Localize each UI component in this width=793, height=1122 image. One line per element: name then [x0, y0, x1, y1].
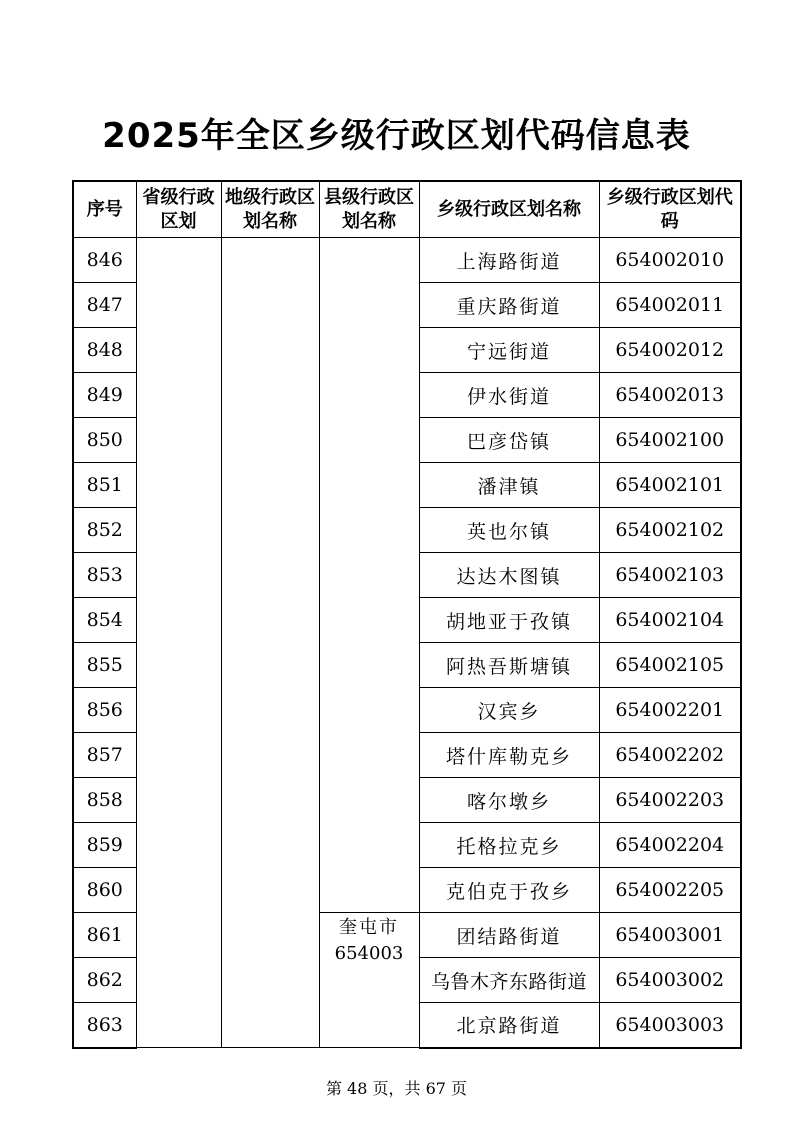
division-code-table — [72, 180, 742, 1049]
township-code-cell: 654002011 — [599, 283, 741, 328]
township-name-cell: 英也尔镇 — [419, 508, 599, 553]
province-cell — [136, 238, 221, 1048]
seq-cell: 847 — [73, 283, 136, 328]
township-name-cell: 塔什库勒克乡 — [419, 733, 599, 778]
header-prefecture: 地级行政区划名称 — [221, 181, 319, 238]
township-name-cell: 汉宾乡 — [419, 688, 599, 733]
township-name-cell: 宁远街道 — [419, 328, 599, 373]
seq-cell: 857 — [73, 733, 136, 778]
township-code-cell: 654002104 — [599, 598, 741, 643]
seq-cell: 859 — [73, 823, 136, 868]
seq-cell: 863 — [73, 1003, 136, 1048]
township-code-cell: 654002203 — [599, 778, 741, 823]
township-name-cell: 乌鲁木齐东路街道 — [419, 958, 599, 1003]
township-name-cell: 团结路街道 — [419, 913, 599, 958]
township-code-cell: 654003002 — [599, 958, 741, 1003]
township-code-cell: 654003003 — [599, 1003, 741, 1048]
seq-cell: 848 — [73, 328, 136, 373]
header-row — [73, 181, 741, 238]
township-code-cell: 654002103 — [599, 553, 741, 598]
seq-cell: 846 — [73, 238, 136, 283]
seq-cell: 862 — [73, 958, 136, 1003]
seq-cell: 856 — [73, 688, 136, 733]
township-name-cell: 达达木图镇 — [419, 553, 599, 598]
seq-cell: 860 — [73, 868, 136, 913]
seq-cell: 858 — [73, 778, 136, 823]
township-code-cell: 654002100 — [599, 418, 741, 463]
township-code-cell: 654002102 — [599, 508, 741, 553]
header-county: 县级行政区划名称 — [319, 181, 419, 238]
township-code-cell: 654002201 — [599, 688, 741, 733]
county-name: 奎屯市 — [339, 917, 399, 938]
township-name-cell: 上海路街道 — [419, 238, 599, 283]
township-code-cell: 654002101 — [599, 463, 741, 508]
header-province: 省级行政区划 — [136, 181, 221, 238]
seq-cell: 849 — [73, 373, 136, 418]
seq-cell: 855 — [73, 643, 136, 688]
township-name-cell: 伊水街道 — [419, 373, 599, 418]
township-name-cell: 巴彦岱镇 — [419, 418, 599, 463]
township-code-cell: 654002012 — [599, 328, 741, 373]
township-name-cell: 潘津镇 — [419, 463, 599, 508]
seq-cell: 853 — [73, 553, 136, 598]
township-name-cell: 北京路街道 — [419, 1003, 599, 1048]
township-name-cell: 喀尔墩乡 — [419, 778, 599, 823]
header-seq: 序号 — [73, 181, 136, 238]
county-code: 654003 — [334, 943, 404, 964]
township-name-cell: 克伯克于孜乡 — [419, 868, 599, 913]
township-code-cell: 654002204 — [599, 823, 741, 868]
township-code-cell: 654002202 — [599, 733, 741, 778]
township-code-cell: 654002010 — [599, 238, 741, 283]
county-cell-kuitun — [319, 913, 419, 1048]
seq-cell: 852 — [73, 508, 136, 553]
page-footer: 第 48 页，共 67 页 — [325, 1079, 468, 1098]
seq-cell: 854 — [73, 598, 136, 643]
township-code-cell: 654002013 — [599, 373, 741, 418]
page-title: 2025年全区乡级行政区划代码信息表 — [102, 116, 691, 156]
seq-cell: 851 — [73, 463, 136, 508]
table-row — [73, 238, 741, 283]
township-name-cell: 重庆路街道 — [419, 283, 599, 328]
township-name-cell: 托格拉克乡 — [419, 823, 599, 868]
township-name-cell: 胡地亚于孜镇 — [419, 598, 599, 643]
seq-cell: 850 — [73, 418, 136, 463]
township-code-cell: 654002105 — [599, 643, 741, 688]
county-cell — [319, 238, 419, 913]
header-township-code: 乡级行政区划代码 — [599, 181, 741, 238]
seq-cell: 861 — [73, 913, 136, 958]
township-name-cell: 阿热吾斯塘镇 — [419, 643, 599, 688]
prefecture-cell — [221, 238, 319, 1048]
header-township-name: 乡级行政区划名称 — [419, 181, 599, 238]
township-code-cell: 654002205 — [599, 868, 741, 913]
township-code-cell: 654003001 — [599, 913, 741, 958]
